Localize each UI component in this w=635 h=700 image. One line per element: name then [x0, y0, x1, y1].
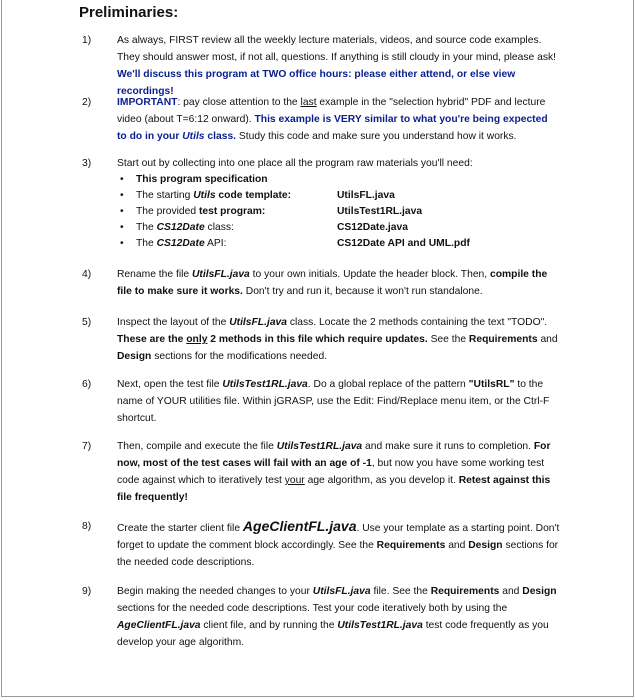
item-text: Study this code and make sure you understand how it works. — [236, 131, 517, 142]
list-item-8 — [82, 518, 560, 571]
item-highlight: class. — [204, 131, 237, 142]
item-text: and — [499, 586, 523, 597]
bullet-icon: • — [120, 174, 124, 185]
material-label: API: — [204, 238, 227, 249]
materials-row — [117, 172, 560, 188]
item-text: Inspect the layout of the — [117, 317, 230, 328]
your-underlined: your — [284, 475, 305, 486]
list-item-7 — [82, 438, 560, 506]
filename: UtilsTest1RL.java — [222, 379, 308, 390]
material-file: CS12Date.java — [337, 222, 408, 233]
materials-row — [117, 188, 560, 204]
design-ref: Design — [468, 540, 503, 551]
list-item-1 — [82, 32, 560, 100]
item-text: Begin making the needed changes to your — [117, 586, 313, 597]
item-number: 3) — [82, 158, 92, 169]
material-label: The — [136, 238, 157, 249]
item-text: to your own initials. Update the header block. Then, — [249, 269, 490, 280]
pattern-text: "UtilsRL" — [468, 379, 515, 390]
item-text: client file, and by running the — [200, 620, 338, 631]
material-label: The — [136, 222, 157, 233]
material-file: UtilsTest1RL.java — [337, 206, 423, 217]
item-text: : pay close attention to the — [177, 97, 301, 108]
item-emphasis: For now, most of the test cases will fail with an age of -1 — [117, 441, 551, 469]
material-label: The starting — [136, 190, 194, 201]
filename: UtilsFL.java — [229, 317, 287, 328]
bullet-icon: • — [120, 206, 124, 217]
filename: AgeClientFL.java — [117, 620, 201, 631]
design-ref: Design — [117, 351, 152, 362]
item-text: sections for the needed code descriptions. — [117, 540, 559, 568]
item-text: Don't try and run it, because it won't run standalone. — [242, 286, 483, 297]
item-number: 2) — [82, 97, 92, 108]
material-label: The provided — [136, 206, 199, 217]
item-highlight: This example is VERY similar to what you're being expected to do in your — [117, 114, 548, 142]
materials-row — [117, 220, 560, 236]
filename: UtilsFL.java — [191, 269, 250, 280]
item-text: Rename the file — [117, 269, 192, 280]
item-text: age algorithm, as you develop it. — [304, 475, 459, 486]
only-underlined: only — [186, 334, 208, 345]
page-title: Preliminaries: — [79, 4, 179, 21]
list-item-6 — [82, 376, 560, 427]
material-file: CS12Date API and UML.pdf — [337, 238, 470, 249]
item-number: 5) — [82, 317, 92, 328]
list-item-4 — [82, 266, 560, 300]
utils-word: Utils — [182, 131, 205, 142]
item-text: Create the starter client file — [117, 523, 243, 534]
important-label: IMPORTANT — [117, 97, 178, 108]
design-ref: Design — [522, 586, 557, 597]
material-label: class: — [204, 222, 234, 233]
item-text: and — [445, 540, 469, 551]
material-emphasis: CS12Date — [156, 238, 205, 249]
list-item-5 — [82, 314, 560, 365]
material-label: code template: — [215, 190, 292, 201]
item-text: See the — [427, 334, 469, 345]
item-text: to the name of YOUR utilities file. Within jGRASP, use the Edit: Find/Replace menu item, or the Ctrl-F shortcut. — [117, 379, 550, 424]
bullet-icon: • — [120, 190, 124, 201]
item-text: Then, compile and execute the file — [117, 441, 277, 452]
material-label: This program specification — [136, 174, 268, 185]
item-text: . Do a global replace of the pattern — [307, 379, 469, 390]
item-number: 6) — [82, 379, 92, 390]
requirements-ref: Requirements — [430, 586, 500, 597]
item-text: Next, open the test file — [117, 379, 223, 390]
item-number: 1) — [82, 35, 92, 46]
item-number: 8) — [82, 521, 92, 532]
materials-row — [117, 204, 560, 220]
filename: UtilsFL.java — [312, 586, 371, 597]
materials-list — [117, 172, 560, 252]
item-text: file. See the — [370, 586, 431, 597]
item-text: example in the "selection hybrid" PDF and lecture video (about T=6:12 onward). — [117, 97, 546, 125]
material-emphasis: CS12Date — [156, 222, 205, 233]
material-label: test program: — [198, 206, 266, 217]
requirements-ref: Requirements — [376, 540, 446, 551]
filename: UtilsTest1RL.java — [276, 441, 363, 452]
list-item-9 — [82, 583, 560, 651]
material-emphasis: Utils — [193, 190, 216, 201]
item-text: , but now you have some working test code against which to iteratively test — [117, 458, 545, 486]
item-text: Start out by collecting into one place all the program raw materials you'll need: — [117, 158, 473, 169]
item-emphasis: Retest against this file frequently! — [117, 475, 551, 503]
item-text: sections for the needed code descriptions. Test your code iteratively both by using the — [117, 603, 508, 614]
item-emphasis: These are the — [117, 334, 187, 345]
item-highlight: We'll discuss this program at TWO office hours: please either attend, or else view recordings! — [117, 69, 516, 97]
item-text: and make sure it runs to completion. — [362, 441, 534, 452]
item-text: class. Locate the 2 methods containing the text "TODO". — [287, 317, 548, 328]
item-number: 9) — [82, 586, 92, 597]
item-text: . Use your template as a starting point. Don't forget to update the comment block accordingly. See the — [117, 523, 560, 551]
item-text: sections for the modifications needed. — [151, 351, 328, 362]
list-item-2 — [82, 94, 560, 145]
materials-row — [117, 236, 560, 252]
filename-large: AgeClientFL.java — [242, 518, 357, 534]
requirements-ref: Requirements — [468, 334, 538, 345]
item-number: 4) — [82, 269, 92, 280]
material-file: UtilsFL.java — [337, 190, 395, 201]
last-underlined: last — [300, 97, 317, 108]
filename: UtilsTest1RL.java — [337, 620, 423, 631]
item-text: test code frequently as you develop your age algorithm. — [117, 620, 549, 648]
item-text: and — [537, 334, 558, 345]
bullet-icon: • — [120, 238, 124, 249]
bullet-icon: • — [120, 222, 124, 233]
item-emphasis: compile the file to make sure it works. — [117, 269, 548, 297]
item-emphasis: 2 methods in this file which require updates. — [207, 334, 428, 345]
item-text: As always, FIRST review all the weekly lecture materials, videos, and source code examples. They should answer most, if not all, questions. If anything is still cloudy in your mind, please ask! — [117, 35, 556, 63]
list-item-3 — [82, 155, 560, 252]
item-number: 7) — [82, 441, 92, 452]
